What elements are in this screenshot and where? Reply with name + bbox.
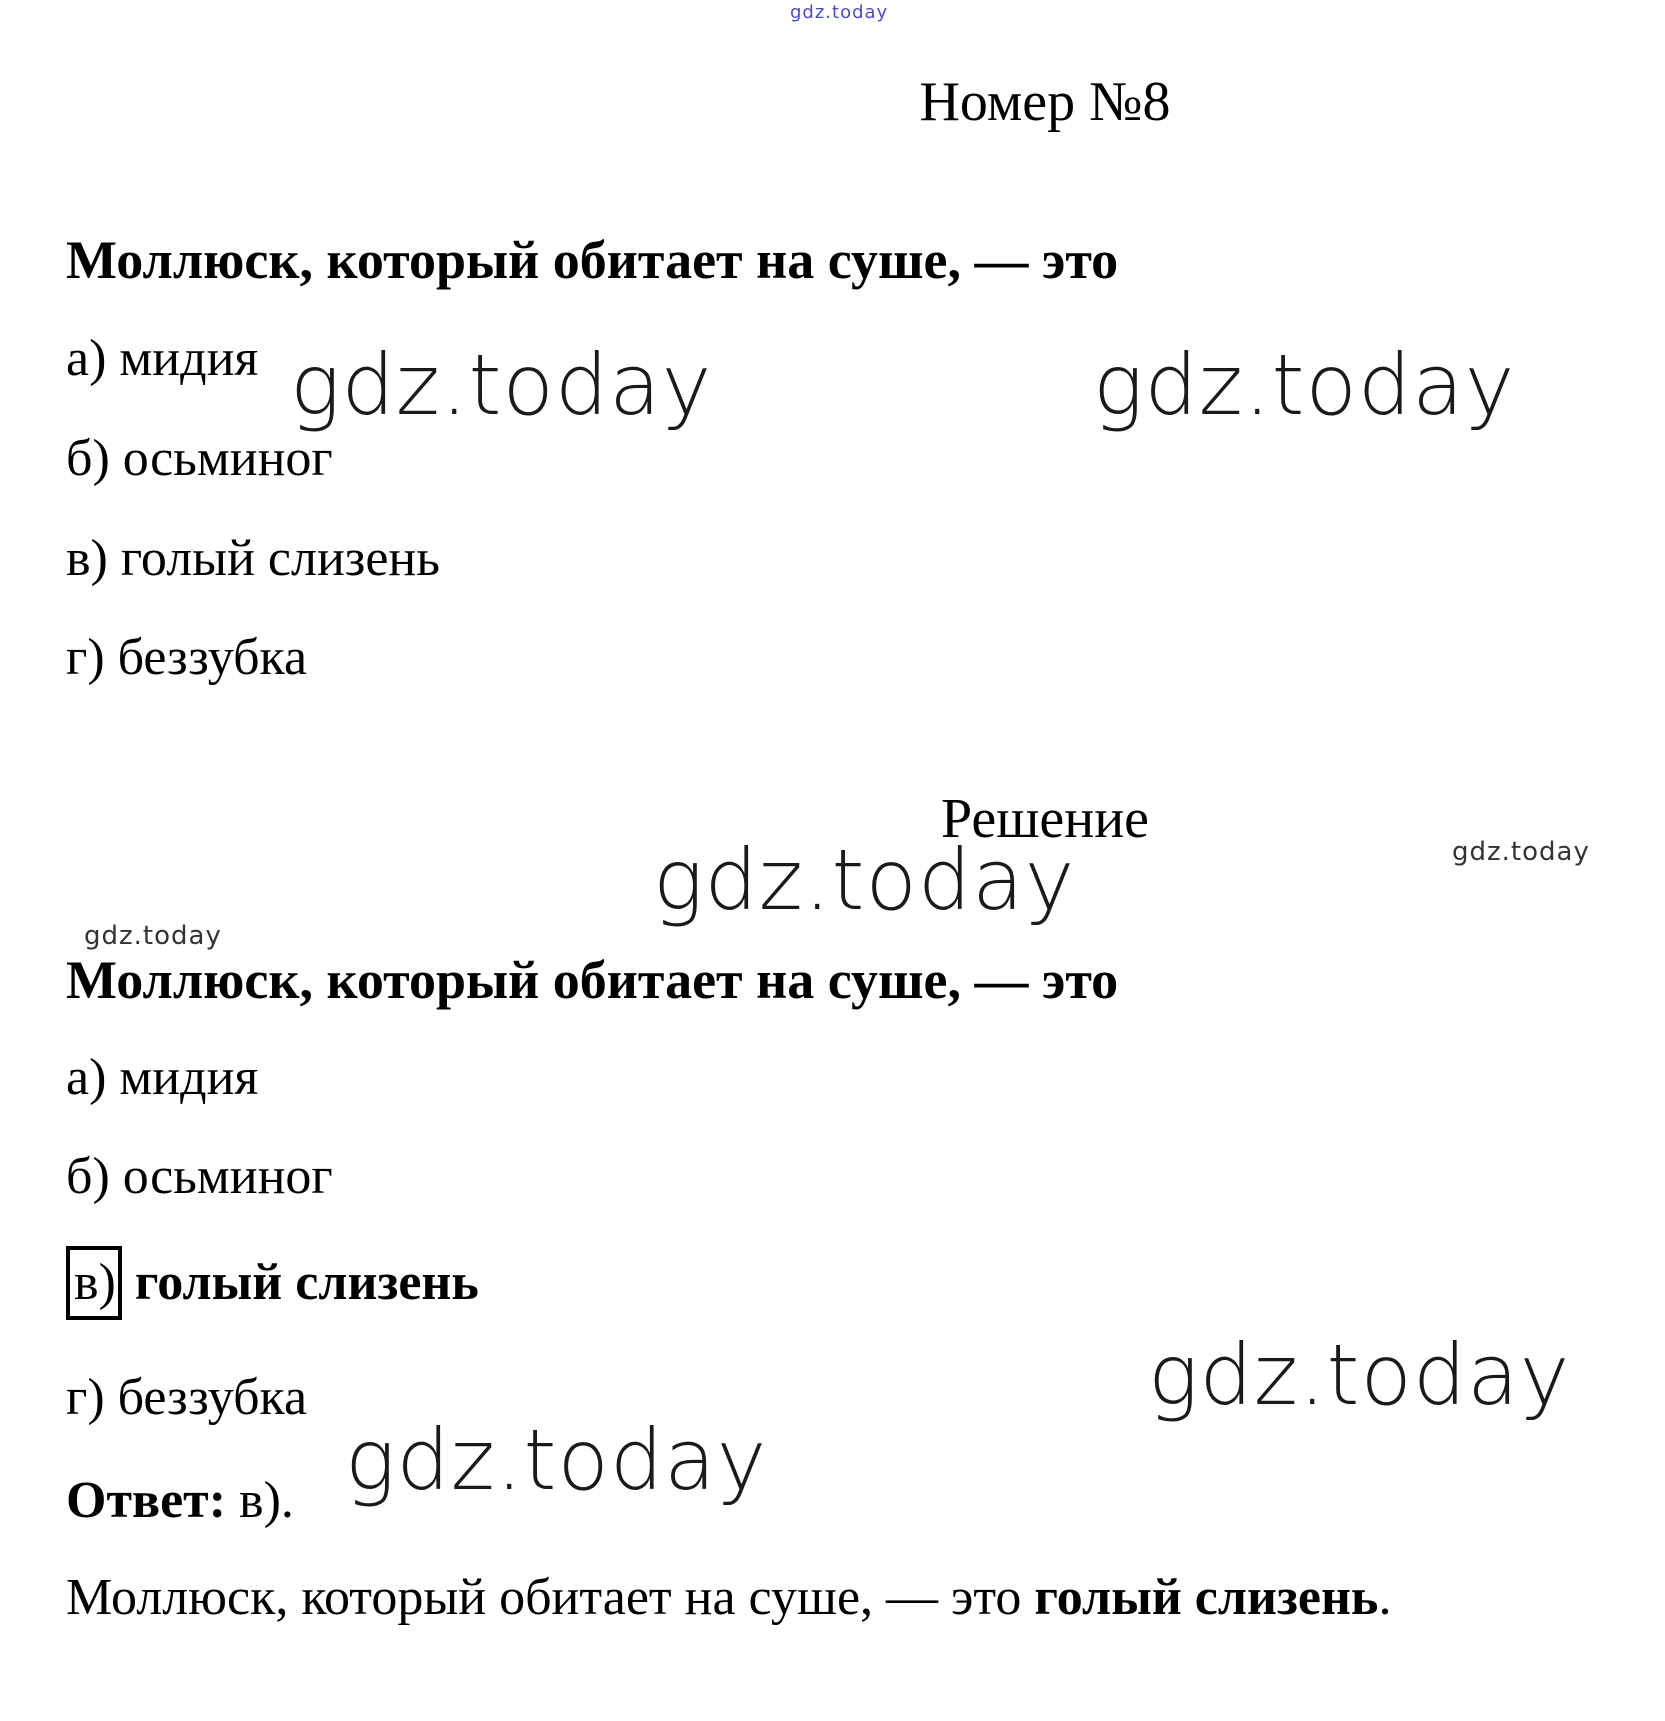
conclusion-bold: голый слизень bbox=[1034, 1569, 1379, 1626]
correct-answer-text: голый слизень bbox=[134, 1254, 479, 1311]
solution-question: Моллюск, который обитает на суше, — это bbox=[66, 950, 1119, 1010]
correct-answer-box: в) bbox=[66, 1246, 122, 1320]
watermark-5: gdz.today bbox=[345, 1411, 768, 1509]
watermark-top: gdz.today bbox=[790, 2, 889, 23]
solution-option-c-correct bbox=[66, 1246, 479, 1320]
page-title: Номер №8 bbox=[919, 71, 1171, 133]
task-question: Моллюск, который обитает на суше, — это bbox=[66, 230, 1119, 290]
watermark-small-left: gdz.today bbox=[84, 921, 222, 951]
answer-value: в). bbox=[239, 1472, 294, 1529]
solution-option-a: а) мидия bbox=[66, 1049, 259, 1106]
watermark-4: gdz.today bbox=[1148, 1326, 1571, 1424]
task-option-b: б) осьминог bbox=[66, 430, 333, 487]
solution-option-b: б) осьминог bbox=[66, 1148, 333, 1205]
solution-option-d: г) беззубка bbox=[66, 1369, 308, 1426]
watermark-3: gdz.today bbox=[653, 831, 1076, 929]
task-option-d: г) беззубка bbox=[66, 629, 308, 686]
task-option-c: в) голый слизень bbox=[66, 530, 440, 587]
answer-line bbox=[66, 1470, 294, 1532]
answer-label: Ответ: bbox=[66, 1472, 227, 1529]
watermark-small-right: gdz.today bbox=[1452, 837, 1590, 867]
conclusion-prefix: Моллюск, который обитает на суше, — это bbox=[66, 1569, 1022, 1626]
solution-heading: Решение bbox=[940, 788, 1150, 850]
watermark-1: gdz.today bbox=[290, 336, 713, 434]
conclusion-suffix: . bbox=[1378, 1569, 1392, 1626]
conclusion-line bbox=[66, 1567, 1391, 1629]
watermark-2: gdz.today bbox=[1093, 336, 1516, 434]
task-option-a: а) мидия bbox=[66, 330, 259, 387]
